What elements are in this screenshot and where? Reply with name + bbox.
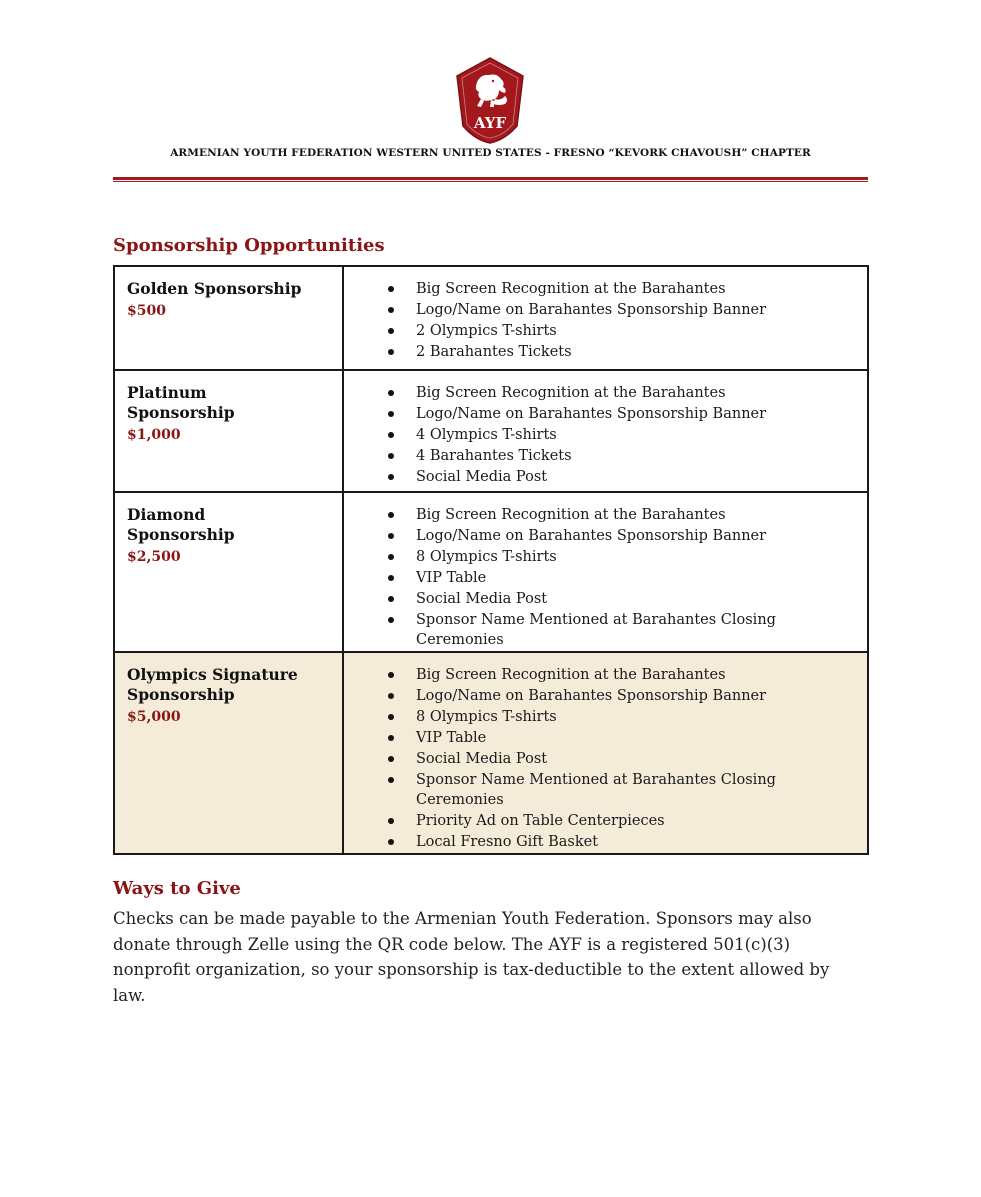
benefit-item: Big Screen Recognition at the Barahantes — [344, 505, 859, 525]
tier-name-line: Sponsorship — [127, 685, 235, 704]
tier-name — [127, 505, 334, 545]
benefit-item: 8 Olympics T-shirts — [344, 707, 859, 727]
benefit-item: Big Screen Recognition at the Barahantes — [344, 279, 859, 299]
tier-name-line: Diamond — [127, 505, 206, 524]
tier-row — [114, 266, 868, 370]
benefit-item: 2 Olympics T-shirts — [344, 321, 859, 341]
tier-row — [114, 492, 868, 652]
sponsorship-table — [113, 265, 869, 855]
benefit-item: 2 Barahantes Tickets — [344, 342, 859, 362]
sponsorship-heading: Sponsorship Opportunities — [113, 235, 385, 256]
header-divider-thin — [113, 181, 868, 182]
benefit-item: 4 Olympics T-shirts — [344, 425, 859, 445]
ways-to-give-heading: Ways to Give — [113, 878, 241, 899]
header-divider — [113, 177, 868, 180]
tier-name — [127, 383, 334, 423]
benefit-item: Big Screen Recognition at the Barahantes — [344, 665, 859, 685]
tier-name-cell — [114, 370, 343, 492]
benefits-list — [344, 665, 859, 852]
tier-price: $1,000 — [127, 427, 181, 443]
tier-name-line: Platinum — [127, 383, 207, 402]
tier-name-cell — [114, 652, 343, 854]
benefit-item: Sponsor Name Mentioned at Barahantes Closing Ceremonies — [344, 770, 859, 810]
tier-name — [127, 279, 334, 299]
benefit-item: Sponsor Name Mentioned at Barahantes Closing Ceremonies — [344, 610, 859, 650]
lion-crest-icon — [455, 56, 525, 144]
benefits-list — [344, 383, 859, 487]
benefit-item: Social Media Post — [344, 589, 859, 609]
tier-name-cell — [114, 266, 343, 370]
benefit-item: Logo/Name on Barahantes Sponsorship Banner — [344, 300, 859, 320]
tier-price: $2,500 — [127, 549, 181, 565]
tier-name — [127, 665, 334, 705]
tier-name-cell — [114, 492, 343, 652]
tier-price: $500 — [127, 303, 166, 319]
benefits-list — [344, 505, 859, 650]
tier-benefits-cell — [343, 266, 868, 370]
tier-row — [114, 652, 868, 854]
benefit-item: VIP Table — [344, 568, 859, 588]
logo-text: AYF — [473, 114, 507, 132]
tier-name-line: Olympics Signature — [127, 665, 298, 684]
benefit-item: Logo/Name on Barahantes Sponsorship Banner — [344, 404, 859, 424]
tier-row — [114, 370, 868, 492]
tier-price: $5,000 — [127, 709, 181, 725]
organization-name: ARMENIAN YOUTH FEDERATION WESTERN UNITED STATES - FRESNO “KEVORK CHAVOUSH” CHAPTER — [170, 147, 811, 159]
benefit-item: 4 Barahantes Tickets — [344, 446, 859, 466]
ways-to-give-body: Checks can be made payable to the Armenian Youth Federation. Sponsors may also donate through Zelle using the QR code below. The AYF is a registered 501(c)(3) nonprofit organization, so your sponsorship is tax-deductible to the extent allowed by law. — [113, 909, 830, 1005]
benefits-list — [344, 279, 859, 362]
tier-name-line: Sponsorship — [127, 525, 235, 544]
tier-benefits-cell — [343, 492, 868, 652]
benefit-item: VIP Table — [344, 728, 859, 748]
benefit-item: Priority Ad on Table Centerpieces — [344, 811, 859, 831]
tier-name-line: Sponsorship — [127, 403, 235, 422]
benefit-item: Logo/Name on Barahantes Sponsorship Banner — [344, 686, 859, 706]
benefit-item: Big Screen Recognition at the Barahantes — [344, 383, 859, 403]
tier-name-line: Golden Sponsorship — [127, 279, 302, 298]
benefit-item: Social Media Post — [344, 467, 859, 487]
tier-benefits-cell — [343, 652, 868, 854]
benefit-item: Social Media Post — [344, 749, 859, 769]
benefit-item: Local Fresno Gift Basket — [344, 832, 859, 852]
tier-benefits-cell — [343, 370, 868, 492]
benefit-item: 8 Olympics T-shirts — [344, 547, 859, 567]
benefit-item: Logo/Name on Barahantes Sponsorship Banner — [344, 526, 859, 546]
